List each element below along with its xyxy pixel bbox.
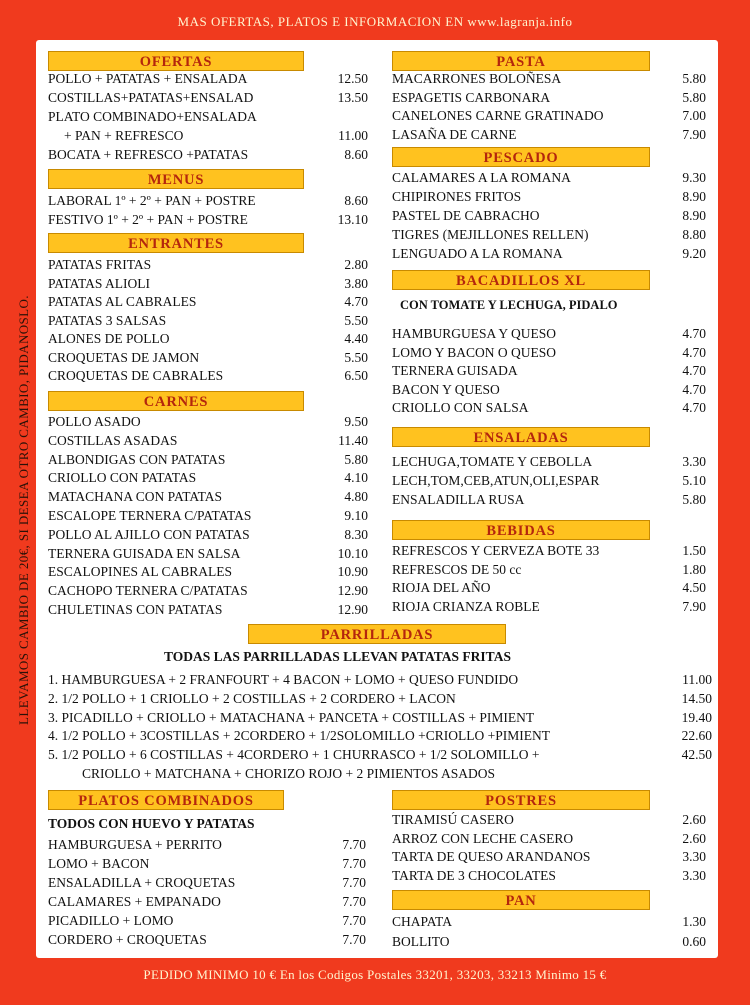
item-name: PATATAS FRITAS [48, 257, 152, 272]
side-banner: LLEVAMOS CAMBIO DE 20€, SI DESEA OTRO CAMBIO, PIDANOSLO. [16, 295, 31, 725]
menu-item [48, 193, 388, 212]
subtitle-parrilladas: TODAS LAS PARRILLADAS LLEVAN PATATAS FRITAS [164, 649, 511, 664]
item-price: 5.10 [682, 473, 706, 488]
section-postres [392, 812, 718, 886]
item-price: 8.60 [344, 193, 368, 208]
item-name: POLLO AL AJILLO CON PATATAS [48, 526, 250, 542]
item-price: 2.60 [682, 812, 706, 827]
menu-item [48, 470, 388, 489]
menu-item [48, 894, 388, 913]
item-name: RIOJA CRIANZA ROBLE [392, 598, 540, 614]
item-name: BOLLITO [392, 933, 450, 949]
section-menus [48, 193, 388, 231]
menu-item [392, 562, 718, 581]
subtitle-bocadillos: CON TOMATE Y LECHUGA, PIDALO [400, 298, 618, 312]
header-entrantes: ENTRANTES [48, 233, 304, 253]
menu-item [48, 583, 388, 602]
item-name: CROQUETAS DE CABRALES [48, 368, 224, 383]
item-name: ARROZ CON LECHE CASERO [392, 830, 574, 846]
item-price: 1.30 [682, 914, 706, 929]
menu-item [392, 868, 718, 887]
section-bebidas [392, 543, 718, 617]
item-price: 7.70 [342, 913, 366, 928]
item-name: POLLO + PATATAS + ENSALADA [48, 71, 248, 86]
subtitle-combinados: TODOS CON HUEVO Y PATATAS [48, 816, 255, 831]
header-ofertas: OFERTAS [48, 51, 304, 71]
item-name: + PAN + REFRESCO [64, 128, 184, 143]
menu-item [392, 108, 718, 127]
header-postres: POSTRES [392, 790, 650, 810]
menu-item [392, 580, 718, 599]
item-price: 5.50 [344, 349, 368, 365]
menu-item [392, 189, 718, 208]
menu-item [392, 90, 718, 109]
item-price: 3.30 [682, 867, 706, 883]
header-ensaladas: ENSALADAS [392, 427, 650, 447]
menu-item [392, 382, 718, 401]
menu-item [48, 433, 388, 452]
item-price: 22.60 [681, 728, 712, 744]
item-price: 14.50 [681, 690, 712, 706]
item-name: ALONES DE POLLO [48, 331, 170, 346]
item-name: CRIOLLO CON PATATAS [48, 470, 197, 486]
menu-item [392, 208, 718, 227]
item-name: TERNERA GUISADA EN SALSA [48, 545, 241, 561]
item-price: 12.90 [337, 601, 368, 617]
menu-item [48, 837, 388, 856]
bottom-banner: PEDIDO MINIMO 10 € En los Codigos Postales 33201, 33203, 33213 Minimo 15 € [143, 967, 607, 982]
menu-item [48, 147, 388, 166]
item-name: CRIOLLO CON SALSA [392, 400, 529, 415]
menu-item [48, 710, 718, 729]
item-name: RIOJA DEL AÑO [392, 580, 491, 595]
header-bebidas: BEBIDAS [392, 520, 650, 540]
menu-item [392, 127, 718, 146]
item-price: 1.80 [682, 561, 706, 577]
item-name: LOMO Y BACON O QUESO [392, 344, 557, 360]
item-name: FESTIVO 1º + 2º + PAN + POSTRE [48, 212, 248, 227]
menu-item [48, 856, 388, 875]
item-price: 3.30 [682, 454, 706, 469]
item-price: 4.70 [344, 294, 368, 309]
item-price: 4.40 [344, 331, 368, 346]
item-name: CHAPATA [392, 914, 452, 929]
item-price: 7.00 [682, 108, 706, 123]
menu-item [48, 414, 388, 433]
item-name: LABORAL 1º + 2º + PAN + POSTRE [48, 193, 256, 208]
item-name: HAMBURGUESA Y QUESO [392, 326, 557, 341]
item-price: 8.30 [344, 526, 368, 542]
item-price: 5.80 [682, 89, 706, 105]
menu-item [48, 728, 718, 747]
item-price: 13.50 [337, 90, 368, 105]
item-name: 2. 1/2 POLLO + 1 CRIOLLO + 2 COSTILLAS + 2 CORDERO + LACON [48, 690, 456, 706]
header-carnes: CARNES [48, 391, 304, 411]
menu-item [48, 452, 388, 471]
menu-item [48, 257, 388, 276]
item-name: CACHOPO TERNERA C/PATATAS [48, 583, 248, 599]
item-price: 7.70 [342, 894, 366, 909]
section-pan [392, 914, 718, 953]
section-combinados [48, 837, 388, 951]
menu-item [48, 368, 388, 387]
item-name: BACON Y QUESO [392, 381, 500, 397]
item-name: REFRESCOS DE 50 cc [392, 561, 522, 577]
menu-item [48, 350, 388, 369]
top-banner: MAS OFERTAS, PLATOS E INFORMACION EN www.lagranja.info [177, 14, 573, 29]
menu-item [392, 326, 718, 345]
item-price: 12.90 [337, 583, 368, 599]
item-name: CORDERO + CROQUETAS [48, 932, 207, 947]
item-price: 8.90 [682, 189, 706, 204]
header-pan: PAN [392, 890, 650, 910]
header-combinados: PLATOS COMBINADOS [48, 790, 284, 810]
item-name: CANELONES CARNE GRATINADO [392, 108, 604, 123]
menu-item [48, 602, 388, 621]
menu-item [392, 473, 718, 492]
item-price: 4.70 [682, 363, 706, 378]
item-name: 5. 1/2 POLLO + 6 COSTILLAS + 4CORDERO + 1 CHURRASCO + 1/2 SOLOMILLO + [48, 747, 540, 763]
section-ensaladas [392, 454, 718, 511]
item-name: CHULETINAS CON PATATAS [48, 601, 223, 617]
item-price: 4.50 [682, 580, 706, 595]
item-price: 4.80 [344, 489, 368, 505]
menu-item [48, 313, 388, 332]
item-price: 3.30 [682, 849, 706, 864]
item-price: 6.50 [344, 368, 368, 383]
menu-item [48, 71, 388, 90]
item-price: 5.80 [344, 451, 368, 467]
item-price: 0.60 [682, 933, 706, 949]
menu-item [392, 812, 718, 831]
section-parrilladas [48, 672, 718, 785]
menu-item [48, 212, 388, 231]
item-price: 12.50 [337, 71, 368, 86]
item-price: 5.80 [682, 492, 706, 507]
item-name: 4. 1/2 POLLO + 3COSTILLAS + 2CORDERO + 1/2SOLOMILLO +CRIOLLO +PIMIENT [48, 728, 550, 744]
menu-item [392, 492, 718, 511]
item-price: 4.10 [344, 470, 368, 486]
item-price: 8.60 [344, 147, 368, 162]
header-parrilladas: PARRILLADAS [248, 624, 506, 644]
item-price: 7.70 [342, 875, 366, 890]
item-name: LECHUGA,TOMATE Y CEBOLLA [392, 454, 593, 469]
menu-item [48, 875, 388, 894]
item-price: 2.60 [682, 830, 706, 846]
menu-item [48, 294, 388, 313]
item-price: 7.90 [682, 598, 706, 614]
item-price: 5.80 [682, 71, 706, 86]
header-pasta: PASTA [392, 51, 650, 71]
menu-item [48, 932, 388, 951]
header-bocadillos: BACADILLOS XL [392, 270, 650, 290]
item-name: PLATO COMBINADO+ENSALADA [48, 109, 257, 124]
menu-item [392, 170, 718, 189]
item-name: LASAÑA DE CARNE [392, 126, 517, 142]
item-price: 7.70 [342, 837, 366, 852]
menu-item [392, 454, 718, 473]
item-name: LECH,TOM,CEB,ATUN,OLI,ESPAR [392, 473, 600, 488]
item-name: TARTA DE QUESO ARANDANOS [392, 849, 591, 864]
item-name: PATATAS 3 SALSAS [48, 312, 167, 328]
item-price: 19.40 [681, 709, 712, 725]
item-name: TERNERA GUISADA [392, 363, 518, 378]
item-name: ESCALOPE TERNERA C/PATATAS [48, 507, 252, 523]
item-name: MACARRONES BOLOÑESA [392, 71, 562, 86]
menu-item [48, 527, 388, 546]
item-name: 1. HAMBURGUESA + 2 FRANFOURT + 4 BACON + LOMO + QUESO FUNDIDO [48, 672, 519, 687]
item-price: 5.50 [344, 312, 368, 328]
menu-item [48, 747, 718, 766]
item-price: 9.20 [682, 246, 706, 261]
menu-item [48, 276, 388, 295]
item-name: HAMBURGUESA + PERRITO [48, 837, 222, 852]
item-price: 42.50 [681, 747, 712, 763]
header-menus: MENUS [48, 169, 304, 189]
item-price: 9.50 [344, 414, 368, 429]
item-name: CALAMARES A LA ROMANA [392, 170, 571, 185]
item-price: 10.10 [337, 545, 368, 561]
menu-item [48, 564, 388, 583]
item-name: 3. PICADILLO + CRIOLLO + MATACHANA + PANCETA + COSTILLAS + PIMIENT [48, 709, 535, 725]
item-price: 10.90 [337, 564, 368, 580]
item-name: ESPAGETIS CARBONARA [392, 89, 551, 105]
item-name: ENSALADILLA RUSA [392, 492, 525, 507]
item-price: 11.00 [338, 128, 368, 143]
item-name: REFRESCOS Y CERVEZA BOTE 33 [392, 543, 600, 558]
item-name: TIGRES (MEJILLONES RELLEN) [392, 227, 589, 242]
section-entrantes [48, 257, 388, 387]
menu-item [392, 71, 718, 90]
item-price: 7.70 [342, 856, 366, 871]
section-bocadillos [392, 326, 718, 419]
item-price: 11.40 [338, 432, 368, 448]
item-name: CHIPIRONES FRITOS [392, 189, 522, 204]
menu-item [48, 691, 718, 710]
item-price: 4.70 [682, 400, 706, 415]
menu-item [392, 914, 718, 934]
menu-item [48, 331, 388, 350]
item-name: COSTILLAS+PATATAS+ENSALAD [48, 90, 254, 105]
item-name: LOMO + BACON [48, 856, 150, 871]
item-price: 4.70 [682, 326, 706, 341]
item-price: 11.00 [682, 672, 712, 687]
item-name: MATACHANA CON PATATAS [48, 489, 223, 505]
item-name: TARTA DE 3 CHOCOLATES [392, 867, 556, 883]
item-name: BOCATA + REFRESCO +PATATAS [48, 147, 249, 162]
item-name: PASTEL DE CABRACHO [392, 208, 540, 223]
item-name: ENSALADILLA + CROQUETAS [48, 875, 236, 890]
item-name: CROQUETAS DE JAMON [48, 349, 200, 365]
item-price: 1.50 [682, 543, 706, 558]
section-pasta [392, 71, 718, 145]
section-pescado [392, 170, 718, 265]
header-pescado: PESCADO [392, 147, 650, 167]
menu-item [48, 672, 718, 691]
item-name: PICADILLO + LOMO [48, 913, 174, 928]
menu-item [48, 913, 388, 932]
item-price: 9.10 [344, 507, 368, 523]
item-price: 8.90 [682, 208, 706, 223]
menu-item [48, 128, 388, 147]
menu-item [48, 766, 718, 785]
menu-item [392, 227, 718, 246]
item-name: POLLO ASADO [48, 414, 141, 429]
item-price: 2.80 [344, 257, 368, 272]
item-name: CALAMARES + EMPANADO [48, 894, 221, 909]
menu-item [392, 599, 718, 618]
item-name: COSTILLAS ASADAS [48, 432, 178, 448]
menu-item [392, 400, 718, 419]
menu-item [48, 90, 388, 109]
item-name: PATATAS ALIOLI [48, 275, 150, 291]
item-name: ALBONDIGAS CON PATATAS [48, 451, 226, 467]
item-price: 9.30 [682, 170, 706, 185]
item-name: LENGUADO A LA ROMANA [392, 246, 563, 261]
menu-item [392, 934, 718, 954]
item-price: 4.70 [682, 344, 706, 360]
menu-item [392, 543, 718, 562]
menu-item [392, 345, 718, 364]
item-name: PATATAS AL CABRALES [48, 294, 197, 309]
menu-item [392, 831, 718, 850]
section-carnes [48, 414, 388, 621]
section-ofertas [48, 71, 388, 166]
menu-item [48, 508, 388, 527]
item-price: 8.80 [682, 227, 706, 242]
item-price: 13.10 [337, 212, 368, 227]
menu-item [392, 849, 718, 868]
menu-panel [36, 40, 718, 958]
menu-item [392, 246, 718, 265]
menu-item [392, 363, 718, 382]
item-price: 4.70 [682, 381, 706, 397]
menu-item [48, 546, 388, 565]
item-name: CRIOLLO + MATCHANA + CHORIZO ROJO + 2 PIMIENTOS ASADOS [82, 765, 496, 781]
item-price: 7.70 [342, 932, 366, 947]
item-name: TIRAMISÚ CASERO [392, 812, 514, 827]
item-price: 3.80 [344, 275, 368, 291]
item-price: 7.90 [682, 126, 706, 142]
menu-item [48, 489, 388, 508]
menu-item [48, 109, 388, 128]
item-name: ESCALOPINES AL CABRALES [48, 564, 233, 580]
